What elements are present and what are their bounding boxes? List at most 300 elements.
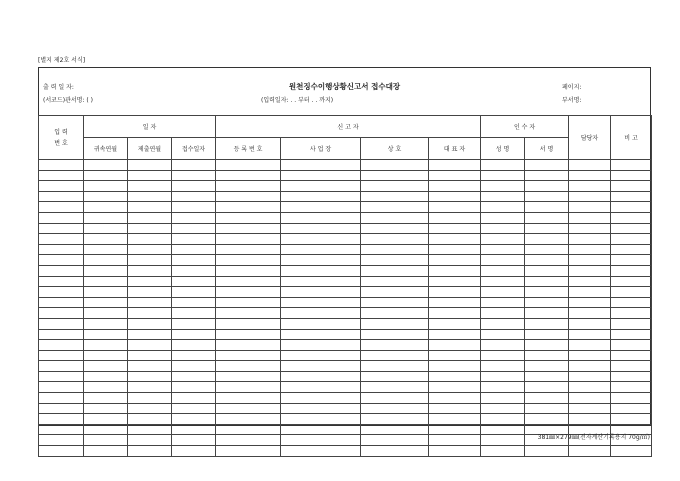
table-cell <box>216 308 281 319</box>
table-cell <box>39 255 84 266</box>
table-cell <box>216 424 281 435</box>
table-cell <box>481 424 525 435</box>
table-cell <box>216 403 281 414</box>
table-cell <box>429 191 481 202</box>
table-cell <box>172 403 216 414</box>
table-cell <box>216 350 281 361</box>
table-cell <box>281 191 361 202</box>
table-cell <box>128 318 172 329</box>
table-cell <box>39 234 84 245</box>
table-cell <box>281 276 361 287</box>
table-cell <box>281 265 361 276</box>
table-cell <box>481 244 525 255</box>
table-cell <box>128 371 172 382</box>
table-cell <box>281 393 361 404</box>
table-cell <box>361 265 429 276</box>
table-cell <box>481 212 525 223</box>
table-cell <box>569 350 611 361</box>
table-cell <box>525 350 569 361</box>
table-row <box>39 371 652 382</box>
table-cell <box>361 371 429 382</box>
table-cell <box>39 223 84 234</box>
table-cell <box>84 297 128 308</box>
table-cell <box>84 255 128 266</box>
table-cell <box>481 170 525 181</box>
table-cell <box>216 234 281 245</box>
table-cell <box>172 255 216 266</box>
table-cell <box>611 329 652 340</box>
table-cell <box>611 170 652 181</box>
table-cell <box>216 371 281 382</box>
table-cell <box>525 181 569 192</box>
table-cell <box>525 287 569 298</box>
table-cell <box>172 435 216 446</box>
table-cell <box>172 212 216 223</box>
table-row <box>39 414 652 425</box>
table-cell <box>39 181 84 192</box>
table-cell <box>84 393 128 404</box>
ledger-form <box>38 67 651 426</box>
table-cell <box>216 382 281 393</box>
table-cell <box>84 424 128 435</box>
table-row <box>39 382 652 393</box>
table-cell <box>525 202 569 213</box>
table-cell <box>429 223 481 234</box>
table-cell <box>281 308 361 319</box>
table-cell <box>39 424 84 435</box>
table-cell <box>216 393 281 404</box>
table-cell <box>361 424 429 435</box>
table-cell <box>128 223 172 234</box>
table-cell <box>611 202 652 213</box>
table-cell <box>281 202 361 213</box>
table-cell <box>429 424 481 435</box>
table-cell <box>84 308 128 319</box>
table-cell <box>429 371 481 382</box>
table-cell <box>281 287 361 298</box>
table-cell <box>361 276 429 287</box>
table-cell <box>611 223 652 234</box>
table-cell <box>569 287 611 298</box>
table-cell <box>281 318 361 329</box>
table-cell <box>525 276 569 287</box>
table-cell <box>481 361 525 372</box>
table-cell <box>525 382 569 393</box>
table-cell <box>39 287 84 298</box>
table-cell <box>172 181 216 192</box>
table-cell <box>128 212 172 223</box>
table-cell <box>569 308 611 319</box>
receipt-ledger-table <box>38 115 652 457</box>
table-cell <box>481 308 525 319</box>
table-cell <box>39 318 84 329</box>
table-cell <box>569 255 611 266</box>
table-cell <box>281 361 361 372</box>
table-cell <box>361 318 429 329</box>
table-cell <box>429 170 481 181</box>
table-cell <box>172 191 216 202</box>
table-cell <box>611 446 652 457</box>
table-cell <box>39 361 84 372</box>
table-cell <box>481 255 525 266</box>
table-cell <box>361 435 429 446</box>
table-cell <box>128 424 172 435</box>
table-row <box>39 276 652 287</box>
table-cell <box>611 318 652 329</box>
table-cell <box>84 435 128 446</box>
table-cell <box>39 276 84 287</box>
table-cell <box>525 393 569 404</box>
table-cell <box>569 371 611 382</box>
table-cell <box>216 244 281 255</box>
table-cell <box>281 234 361 245</box>
table-cell <box>128 435 172 446</box>
table-row <box>39 308 652 319</box>
recv-sign-header: 서 명 <box>525 138 569 160</box>
table-cell <box>216 265 281 276</box>
table-cell <box>172 329 216 340</box>
table-cell <box>429 308 481 319</box>
table-cell <box>84 414 128 425</box>
table-cell <box>39 340 84 351</box>
table-cell <box>84 287 128 298</box>
table-cell <box>611 160 652 171</box>
table-cell <box>84 181 128 192</box>
table-cell <box>361 160 429 171</box>
table-cell <box>361 340 429 351</box>
receipt-date-header: 접수일자 <box>172 138 216 160</box>
table-cell <box>172 202 216 213</box>
input-no-label: 입 력 번 호 <box>54 128 68 147</box>
table-cell <box>172 340 216 351</box>
table-cell <box>216 329 281 340</box>
table-cell <box>525 191 569 202</box>
table-cell <box>172 160 216 171</box>
table-cell <box>84 170 128 181</box>
table-cell <box>429 287 481 298</box>
table-cell <box>172 382 216 393</box>
table-cell <box>281 244 361 255</box>
table-cell <box>84 382 128 393</box>
table-cell <box>84 265 128 276</box>
table-cell <box>569 329 611 340</box>
table-cell <box>481 371 525 382</box>
table-cell <box>525 234 569 245</box>
table-cell <box>84 446 128 457</box>
table-row <box>39 244 652 255</box>
table-cell <box>172 308 216 319</box>
table-cell <box>281 446 361 457</box>
table-cell <box>429 160 481 171</box>
table-cell <box>361 350 429 361</box>
table-cell <box>39 202 84 213</box>
table-cell <box>525 329 569 340</box>
table-row <box>39 446 652 457</box>
table-cell <box>569 403 611 414</box>
table-cell <box>281 424 361 435</box>
table-cell <box>429 181 481 192</box>
table-row <box>39 181 652 192</box>
table-row <box>39 393 652 404</box>
table-cell <box>128 308 172 319</box>
table-cell <box>216 446 281 457</box>
table-cell <box>172 170 216 181</box>
table-cell <box>361 414 429 425</box>
form-label: [별지 제2호 서식] <box>38 57 86 64</box>
table-cell <box>216 223 281 234</box>
table-cell <box>611 361 652 372</box>
table-cell <box>361 202 429 213</box>
table-cell <box>569 446 611 457</box>
table-cell <box>481 403 525 414</box>
table-cell <box>611 212 652 223</box>
table-cell <box>128 287 172 298</box>
receiver-group-header: 인 수 자 <box>481 116 569 138</box>
table-cell <box>172 287 216 298</box>
table-row <box>39 287 652 298</box>
table-cell <box>172 297 216 308</box>
table-cell <box>216 297 281 308</box>
table-cell <box>481 202 525 213</box>
table-cell <box>84 202 128 213</box>
table-row <box>39 340 652 351</box>
table-cell <box>216 202 281 213</box>
table-row <box>39 202 652 213</box>
table-row <box>39 350 652 361</box>
table-cell <box>281 223 361 234</box>
table-cell <box>39 212 84 223</box>
table-cell <box>39 308 84 319</box>
table-cell <box>281 414 361 425</box>
table-cell <box>281 371 361 382</box>
table-cell <box>172 371 216 382</box>
table-cell <box>429 318 481 329</box>
table-cell <box>281 350 361 361</box>
date-group-header: 일 자 <box>84 116 216 138</box>
table-cell <box>39 244 84 255</box>
table-cell <box>172 361 216 372</box>
table-cell <box>128 350 172 361</box>
table-cell <box>84 350 128 361</box>
table-cell <box>361 255 429 266</box>
table-cell <box>84 318 128 329</box>
table-row <box>39 223 652 234</box>
table-cell <box>611 414 652 425</box>
table-cell <box>39 350 84 361</box>
table-cell <box>429 414 481 425</box>
table-row <box>39 170 652 181</box>
table-row <box>39 160 652 171</box>
table-cell <box>429 403 481 414</box>
table-cell <box>281 340 361 351</box>
table-cell <box>525 223 569 234</box>
table-cell <box>172 223 216 234</box>
table-cell <box>481 329 525 340</box>
table-cell <box>281 329 361 340</box>
table-cell <box>569 414 611 425</box>
table-cell <box>361 393 429 404</box>
table-cell <box>525 318 569 329</box>
table-cell <box>128 297 172 308</box>
representative-header: 대 표 자 <box>429 138 481 160</box>
table-cell <box>569 181 611 192</box>
table-cell <box>281 160 361 171</box>
table-cell <box>172 424 216 435</box>
table-cell <box>611 393 652 404</box>
table-cell <box>481 318 525 329</box>
table-cell <box>525 212 569 223</box>
table-cell <box>361 287 429 298</box>
table-cell <box>525 170 569 181</box>
table-cell <box>172 446 216 457</box>
table-cell <box>611 308 652 319</box>
table-cell <box>569 170 611 181</box>
table-cell <box>481 223 525 234</box>
table-cell <box>611 340 652 351</box>
table-cell <box>172 414 216 425</box>
table-cell <box>39 329 84 340</box>
table-cell <box>569 393 611 404</box>
table-cell <box>361 244 429 255</box>
table-cell <box>569 160 611 171</box>
table-cell <box>128 329 172 340</box>
table-cell <box>361 181 429 192</box>
dept-label: 부서명: <box>562 97 582 104</box>
table-cell <box>216 255 281 266</box>
table-cell <box>429 255 481 266</box>
table-cell <box>525 244 569 255</box>
table-cell <box>481 414 525 425</box>
page-label: 페이지: <box>562 84 582 91</box>
belong-month-header: 귀속연월 <box>84 138 128 160</box>
table-cell <box>84 223 128 234</box>
table-cell <box>481 340 525 351</box>
table-cell <box>569 297 611 308</box>
table-cell <box>525 160 569 171</box>
table-cell <box>39 265 84 276</box>
table-cell <box>569 202 611 213</box>
table-cell <box>128 361 172 372</box>
table-cell <box>429 276 481 287</box>
table-cell <box>39 393 84 404</box>
table-cell <box>361 308 429 319</box>
table-cell <box>128 265 172 276</box>
table-cell <box>611 255 652 266</box>
table-cell <box>39 403 84 414</box>
table-cell <box>429 212 481 223</box>
table-row <box>39 318 652 329</box>
table-cell <box>429 382 481 393</box>
table-cell <box>481 297 525 308</box>
table-cell <box>481 382 525 393</box>
table-cell <box>39 446 84 457</box>
table-cell <box>429 350 481 361</box>
output-date-label: 출 력 일 자: <box>43 84 74 91</box>
table-cell <box>429 202 481 213</box>
table-cell <box>216 287 281 298</box>
table-cell <box>611 276 652 287</box>
table-row <box>39 329 652 340</box>
table-cell <box>429 393 481 404</box>
table-cell <box>569 265 611 276</box>
input-no-header <box>39 116 84 160</box>
table-cell <box>569 212 611 223</box>
table-cell <box>216 170 281 181</box>
table-cell <box>361 382 429 393</box>
table-cell <box>525 340 569 351</box>
table-cell <box>611 382 652 393</box>
table-cell <box>481 435 525 446</box>
table-cell <box>361 223 429 234</box>
recv-name-header: 성 명 <box>481 138 525 160</box>
table-cell <box>128 181 172 192</box>
table-cell <box>361 191 429 202</box>
manager-header: 담당자 <box>569 116 611 160</box>
table-cell <box>429 446 481 457</box>
table-cell <box>84 160 128 171</box>
table-cell <box>429 361 481 372</box>
table-cell <box>84 234 128 245</box>
table-cell <box>611 371 652 382</box>
table-cell <box>481 446 525 457</box>
table-row <box>39 361 652 372</box>
table-cell <box>611 191 652 202</box>
table-cell <box>481 234 525 245</box>
table-cell <box>216 361 281 372</box>
table-cell <box>481 276 525 287</box>
table-cell <box>525 297 569 308</box>
table-cell <box>569 244 611 255</box>
table-cell <box>361 212 429 223</box>
table-cell <box>569 276 611 287</box>
table-cell <box>361 361 429 372</box>
table-cell <box>172 350 216 361</box>
table-cell <box>84 340 128 351</box>
table-cell <box>481 350 525 361</box>
table-cell <box>39 382 84 393</box>
table-cell <box>39 414 84 425</box>
table-cell <box>172 276 216 287</box>
table-cell <box>216 160 281 171</box>
table-cell <box>172 265 216 276</box>
table-cell <box>429 265 481 276</box>
table-cell <box>84 244 128 255</box>
table-cell <box>84 361 128 372</box>
table-cell <box>569 382 611 393</box>
table-cell <box>172 244 216 255</box>
table-cell <box>281 435 361 446</box>
table-cell <box>128 276 172 287</box>
table-cell <box>128 414 172 425</box>
table-cell <box>361 403 429 414</box>
table-cell <box>216 276 281 287</box>
table-cell <box>84 371 128 382</box>
table-cell <box>361 297 429 308</box>
table-cell <box>611 297 652 308</box>
table-row <box>39 255 652 266</box>
table-cell <box>216 340 281 351</box>
page-title: 원천징수이행상황신고서 접수대장 <box>288 82 401 91</box>
table-row <box>39 297 652 308</box>
table-cell <box>128 191 172 202</box>
table-cell <box>128 255 172 266</box>
table-cell <box>128 202 172 213</box>
table-cell <box>39 170 84 181</box>
table-cell <box>611 265 652 276</box>
table-cell <box>525 414 569 425</box>
table-cell <box>429 329 481 340</box>
table-cell <box>216 435 281 446</box>
